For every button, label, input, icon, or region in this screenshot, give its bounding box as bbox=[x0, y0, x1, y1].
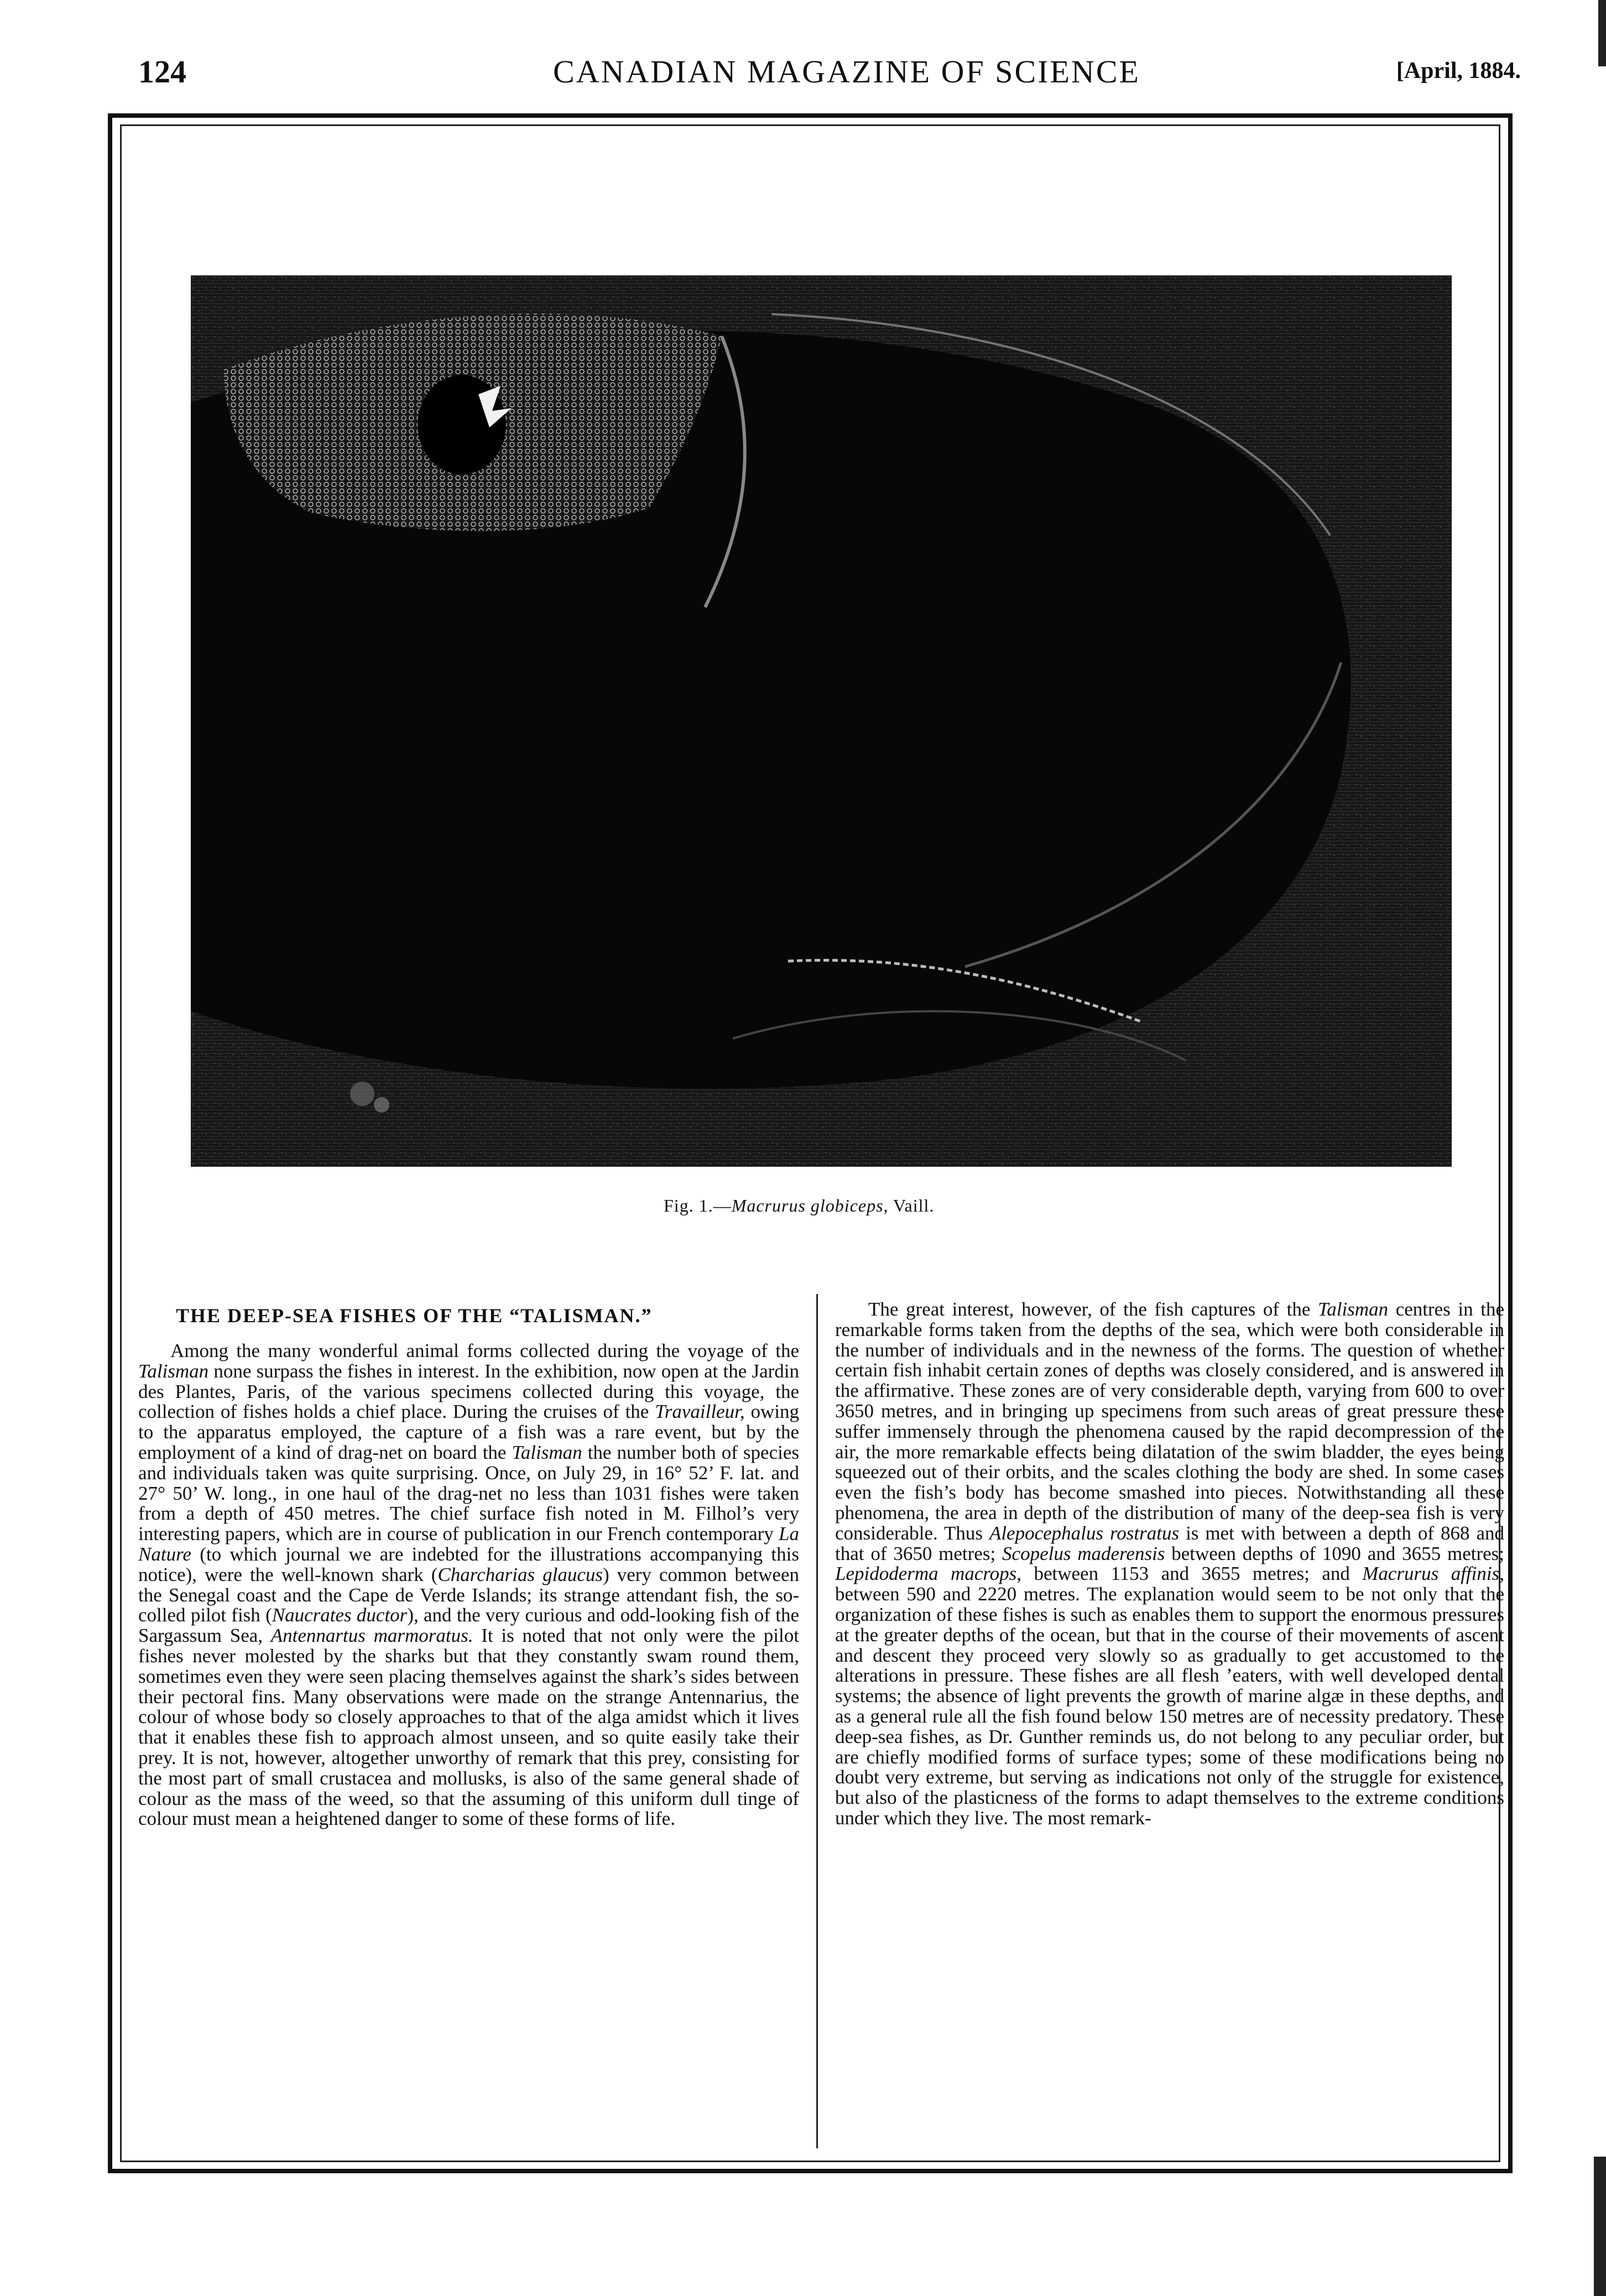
italic-text-run: Talisman bbox=[512, 1441, 582, 1463]
text-run: between 590 and 2220 metres. The explanation would seem to be not only that the organization of these fishes is such as enables them to support the enormous pressures at the greater depths of the ocean, but that in the course of their movements of ascent and descent they proceed very slowly so as gradually to get accustomed to the alterations in pressure. These fishes are all flesh ’eaters, with well developed dental systems; the absence of light prevents the growth of marine algæ in these depths, and as a general rule all the fish found below 150 metres are of necessity predatory. These deep-sea fishes, as Dr. Gunther reminds us, do not belong to any peculiar order, but are chiefly modified forms of surface types; some of these modifications being no doubt very extreme, but serving as indications not only of the struggle for existence, but also of the plasticness of the forms to adapt themselves to the extreme conditions under which they live. The most remark- bbox=[835, 1583, 1504, 1829]
article-column-left bbox=[138, 1341, 799, 1829]
italic-text-run: La Nature bbox=[138, 1523, 799, 1565]
text-run: ) very common between the Senegal coast and the Cape de Verde Islands; its strange attendant fish, the so-colled pilot fish ( bbox=[138, 1563, 800, 1626]
text-run: none surpass the fishes in interest. In the exhibition, now open at the Jardin des Plantes, Paris, of the various specimens collected during this voyage, the collection of fishes holds a chief place. During the cruises of the bbox=[138, 1360, 799, 1423]
text-run: Among the many wonderful animal forms collected during the voyage of the bbox=[170, 1340, 799, 1361]
article-title: THE DEEP-SEA FISHES OF THE “TALISMAN.” bbox=[176, 1304, 653, 1327]
text-run: The great interest, however, of the fish captures of the bbox=[868, 1298, 1318, 1320]
italic-text-run: Travailleur, bbox=[655, 1401, 745, 1423]
text-run: (to which journal we are indebted for the illustrations accompanying this notice), were the well-known shark ( bbox=[138, 1543, 799, 1585]
text-run: ), and the very curious and odd-looking fish of the Sargassum Sea, bbox=[138, 1604, 799, 1647]
article-column-right bbox=[835, 1300, 1504, 1829]
italic-text-run: Charcharias glaucus bbox=[437, 1563, 603, 1585]
italic-text-run: Naucrates ductor bbox=[272, 1604, 408, 1626]
caption-author: Vaill. bbox=[888, 1196, 935, 1215]
column-divider bbox=[816, 1294, 818, 2148]
caption-prefix: Fig. 1.— bbox=[664, 1196, 732, 1215]
text-run: centres in the remarkable forms taken from the depths of the sea, which were both considerable in the number of individuals and in the newness of the forms. The question of whether certain fish inhabit certain zones of depths was closely considered, and is answered in the affirmative. These zones are of very considerable depth, varying from 600 to over 3650 metres, and in bringing up specimens from such areas of great pressure these suffer immensely through the phenomena caused by the rapid decompression of the air, the more remarkable effects being dilatation of the swim bladder, the eyes being squeezed out of their orbits, and the scales clothing the body are shed. In some cases even the fish’s body has become smashed into pieces. Notwithstanding all these phenomena, the area in depth of the distribution of many of the deep-sea fish is very considerable. Thus bbox=[835, 1298, 1504, 1544]
text-run: is met with between a depth of 868 and that of 3650 metres; bbox=[835, 1522, 1505, 1564]
page-number: 124 bbox=[138, 54, 186, 90]
issue-date: [April, 1884. bbox=[1396, 58, 1521, 84]
text-run: the number both of species and individuals taken was quite surprising. Once, on July 29, in 16° 52’ F. lat. and 27° 50’ W. long., in one haul of the drag-net no less than 1031 fishes were taken from a depth of 450 metres. The chief surface fish noted in M. Filhol’s very interesting papers, which are in course of publication in our French contemporary bbox=[138, 1441, 800, 1545]
italic-text-run: Lepidoderma macrops, bbox=[835, 1563, 1022, 1585]
text-run: It is noted that not only were the pilot fishes never molested by the sharks but that they constantly swam round them, sometimes even they were seen placing themselves against the shark’s sides between their pectoral fins. Many observations were made on the strange Antennarius, the colour of whose body so closely approaches to that of the alga amidst which it lives that it enables these fish to approach almost unseen, and so quite easily take their prey. It is not, however, altogether unworthy of remark that this prey, consisting for the most part of small crustacea and mollusks, is also of the same general shade of colour as the mass of the weed, so that the assuming of this uniform dull tinge of colour must mean a heightened danger to some of these forms of life. bbox=[138, 1625, 799, 1830]
caption-species: Macrurus globiceps, bbox=[731, 1196, 889, 1215]
italic-text-run: Talisman bbox=[138, 1360, 209, 1382]
text-run: owing to the apparatus employed, the capture of a fish was a rare event, but by the employment of a kind of drag-net on board the bbox=[138, 1401, 799, 1463]
fish-illustration bbox=[191, 275, 1452, 1167]
italic-text-run: Alepocephalus rostratus bbox=[989, 1522, 1180, 1544]
scan-edge-mark bbox=[1594, 2157, 1606, 2296]
text-run: between 1153 and 3655 metres; and bbox=[1021, 1563, 1363, 1585]
fish-engraving bbox=[191, 275, 1452, 1167]
scan-edge-mark bbox=[1598, 0, 1606, 66]
journal-title: CANADIAN MAGAZINE OF SCIENCE bbox=[553, 54, 1140, 90]
text-run: between depths of 1090 and 3655 metres; bbox=[1165, 1542, 1505, 1564]
italic-text-run: Talisman bbox=[1317, 1298, 1389, 1320]
figure-caption bbox=[664, 1196, 934, 1216]
italic-text-run: Scopelus maderensis bbox=[1002, 1542, 1165, 1564]
italic-text-run: Macrurus affinis, bbox=[1362, 1563, 1504, 1585]
italic-text-run: Antennartus marmoratus. bbox=[270, 1625, 473, 1647]
running-head bbox=[138, 53, 1521, 97]
